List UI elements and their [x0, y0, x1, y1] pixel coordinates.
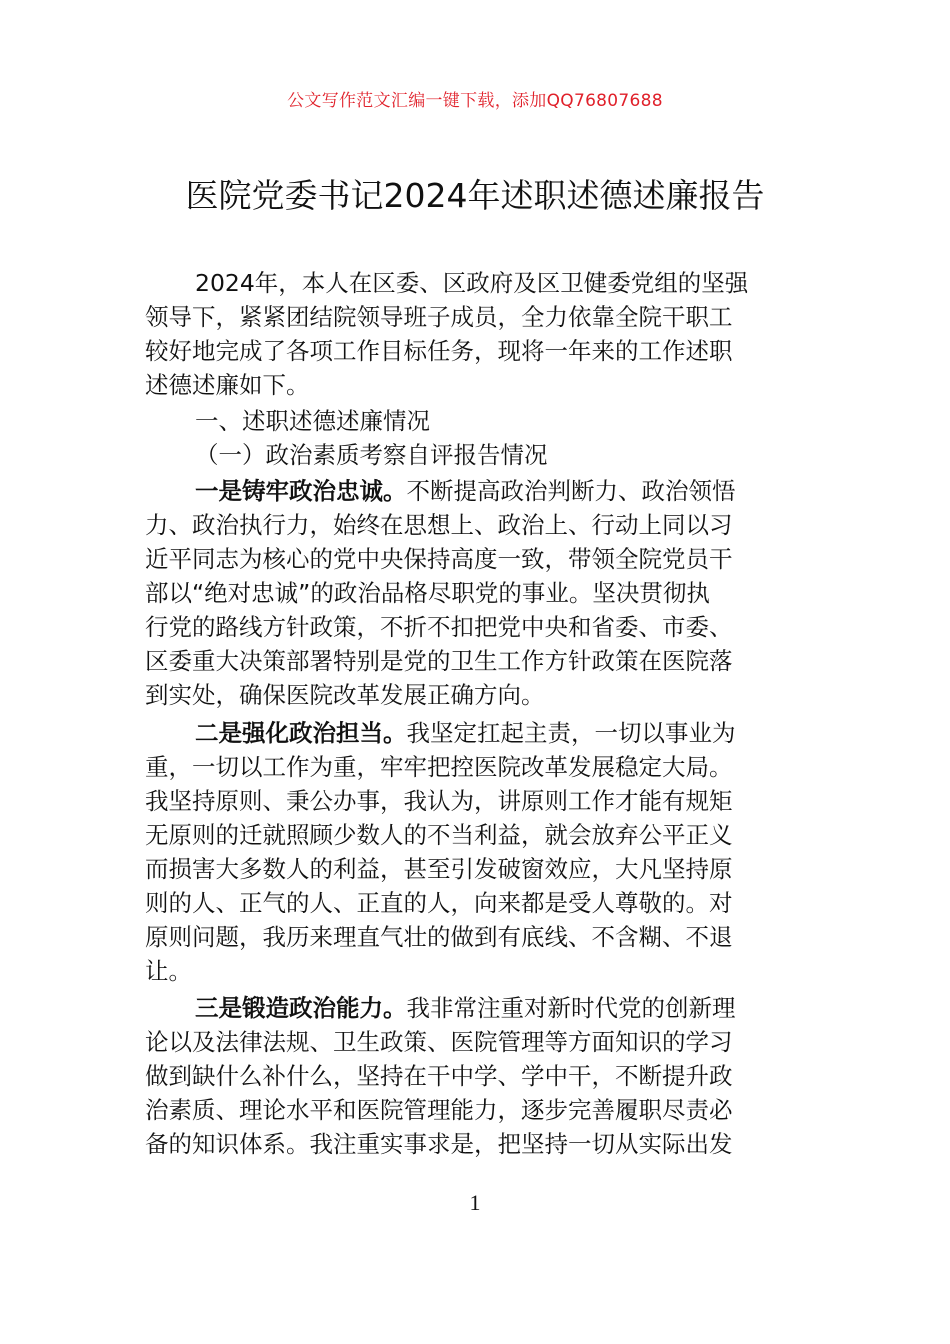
body-line — [145, 266, 748, 300]
body-line — [145, 542, 733, 576]
line-text: 让。 — [145, 957, 192, 985]
body-line — [145, 886, 733, 920]
line-text: 行党的路线方针政策，不折不扣把党中央和省委、市委、 — [145, 613, 733, 641]
line-text: 我坚持原则、秉公办事，我认为，讲原则工作才能有规矩 — [145, 787, 733, 815]
paragraph-heading: 三是锻造政治能力。 — [195, 994, 407, 1022]
body-line — [145, 852, 733, 886]
line-text: 我坚定扛起主责，一切以事业为 — [406, 719, 736, 747]
body-line — [145, 644, 733, 678]
document-title: 医院党委书记2024年述职述德述廉报告 — [185, 176, 765, 215]
body-line — [145, 438, 548, 472]
line-text: 不断提高政治判断力、政治领悟 — [406, 477, 736, 505]
line-text: 近平同志为核心的党中央保持高度一致，带领全院党员干 — [145, 545, 733, 573]
line-text: 重，一切以工作为重，牢牢把控医院改革发展稳定大局。 — [145, 753, 733, 781]
body-line — [145, 300, 733, 334]
line-text: 则的人、正气的人、正直的人，向来都是受人尊敬的。对 — [145, 889, 733, 917]
body-line — [145, 818, 733, 852]
line-text: 我非常注重对新时代党的创新理 — [406, 994, 736, 1022]
line-text: 而损害大多数人的利益，甚至引发破窗效应，大凡坚持原 — [145, 855, 733, 883]
body-line — [145, 678, 545, 712]
line-text: 到实处，确保医院改革发展正确方向。 — [145, 681, 545, 709]
body-line — [145, 920, 733, 954]
body-line — [145, 404, 430, 438]
line-text: 力、政治执行力，始终在思想上、政治上、行动上同以习 — [145, 511, 733, 539]
paragraph-heading: 二是强化政治担当。 — [195, 719, 407, 747]
line-text: 领导下，紧紧团结院领导班子成员，全力依靠全院干职工 — [145, 303, 733, 331]
body-line — [145, 716, 736, 750]
body-line — [145, 334, 733, 368]
body-line — [145, 991, 736, 1025]
line-text: 备的知识体系。我注重实事求是，把坚持一切从实际出发 — [145, 1130, 733, 1158]
line-text: 原则问题，我历来理直气壮的做到有底线、不含糊、不退 — [145, 923, 733, 951]
line-text: 无原则的迁就照顾少数人的不当利益，就会放弃公平正义 — [145, 821, 733, 849]
line-text: 部以“绝对忠诚”的政治品格尽职党的事业。坚决贯彻执 — [145, 579, 710, 607]
body-line — [145, 784, 733, 818]
body-line — [145, 954, 192, 988]
paragraph-heading: 一是铸牢政治忠诚。 — [195, 477, 407, 505]
body-line — [145, 610, 733, 644]
body-line — [145, 576, 710, 610]
watermark-banner: 公文写作范文汇编一键下载，添加QQ76807688 — [287, 91, 663, 111]
line-text: 论以及法律法规、卫生政策、医院管理等方面知识的学习 — [145, 1028, 733, 1056]
body-line — [145, 1127, 733, 1161]
body-line — [145, 368, 310, 402]
body-line — [145, 474, 736, 508]
body-line — [145, 508, 733, 542]
line-text: 一、述职述德述廉情况 — [195, 407, 430, 435]
line-text: 述德述廉如下。 — [145, 371, 310, 399]
body-line — [145, 1025, 733, 1059]
page-number: 1 — [469, 1190, 481, 1215]
line-text: 治素质、理论水平和医院管理能力，逐步完善履职尽责必 — [145, 1096, 733, 1124]
line-text: 较好地完成了各项工作目标任务，现将一年来的工作述职 — [145, 337, 733, 365]
body-line — [145, 1093, 733, 1127]
line-text: （一）政治素质考察自评报告情况 — [195, 441, 548, 469]
line-text: 做到缺什么补什么，坚持在干中学、学中干，不断提升政 — [145, 1062, 733, 1090]
line-text: 2024年，本人在区委、区政府及区卫健委党组的坚强 — [195, 269, 749, 297]
line-text: 区委重大决策部署特别是党的卫生工作方针政策在医院落 — [145, 647, 733, 675]
body-line — [145, 750, 733, 784]
body-line — [145, 1059, 733, 1093]
